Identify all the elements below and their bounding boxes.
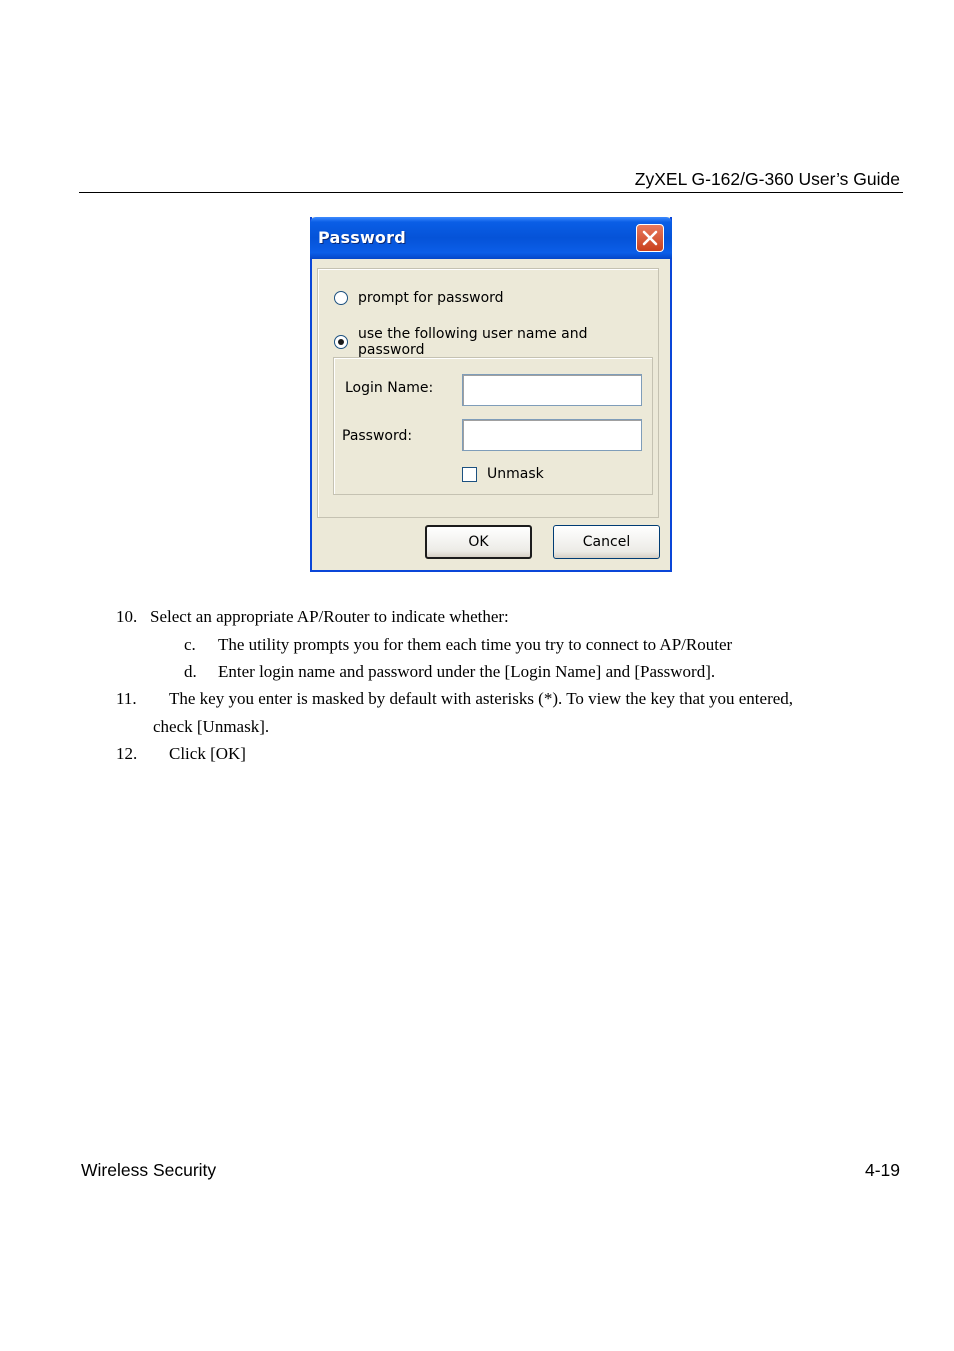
sub-d-letter: d. — [184, 662, 197, 681]
header-title: ZyXEL G-162/G-360 User’s Guide — [634, 169, 900, 189]
login-name-label: Login Name: — [345, 380, 434, 396]
header-rule — [79, 192, 903, 193]
dialog-titlebar[interactable] — [310, 217, 672, 259]
radio-use-credentials[interactable] — [334, 326, 658, 358]
step-11-text: The key you enter is masked by default with asterisks (*). To view the key that you entered, — [169, 689, 794, 708]
dialog-title: Password — [318, 228, 406, 247]
footer-page-number: 4-19 — [864, 1160, 900, 1180]
radio-prompt-label: prompt for password — [358, 290, 504, 306]
sub-c-letter: c. — [184, 635, 196, 654]
login-name-input[interactable] — [462, 374, 642, 406]
radio-checked-icon[interactable] — [334, 335, 348, 349]
footer-section: Wireless Security — [81, 1160, 217, 1180]
radio-prompt-for-password[interactable] — [334, 290, 504, 306]
step-11-continuation: check [Unmask]. — [153, 717, 270, 736]
step-11-number: 11. — [116, 689, 137, 708]
step-10-text: Select an appropriate AP/Router to indicate whether: — [150, 607, 509, 626]
password-options-group — [317, 268, 659, 518]
step-12-text: Click [OK] — [169, 744, 246, 763]
unmask-checkbox-row[interactable] — [462, 466, 544, 482]
radio-unchecked-icon[interactable] — [334, 291, 348, 305]
close-button[interactable] — [636, 224, 664, 252]
step-12-number: 12. — [116, 744, 138, 763]
sub-d-text: Enter login name and password under the [Login Name] and [Password]. — [218, 662, 716, 681]
password-dialog — [310, 217, 672, 572]
radio-use-label: use the following user name and password — [357, 326, 588, 358]
credentials-group — [333, 357, 653, 495]
unmask-checkbox[interactable] — [462, 467, 477, 482]
sub-c-text: The utility prompts you for them each time you try to connect to AP/Router — [218, 635, 733, 654]
ok-button[interactable]: OK — [425, 525, 532, 559]
step-10-number: 10. — [116, 607, 138, 626]
close-icon — [642, 230, 658, 246]
password-input[interactable] — [462, 419, 642, 451]
unmask-label: Unmask — [487, 466, 544, 482]
cancel-button[interactable]: Cancel — [553, 525, 660, 559]
password-label: Password: — [342, 428, 413, 444]
